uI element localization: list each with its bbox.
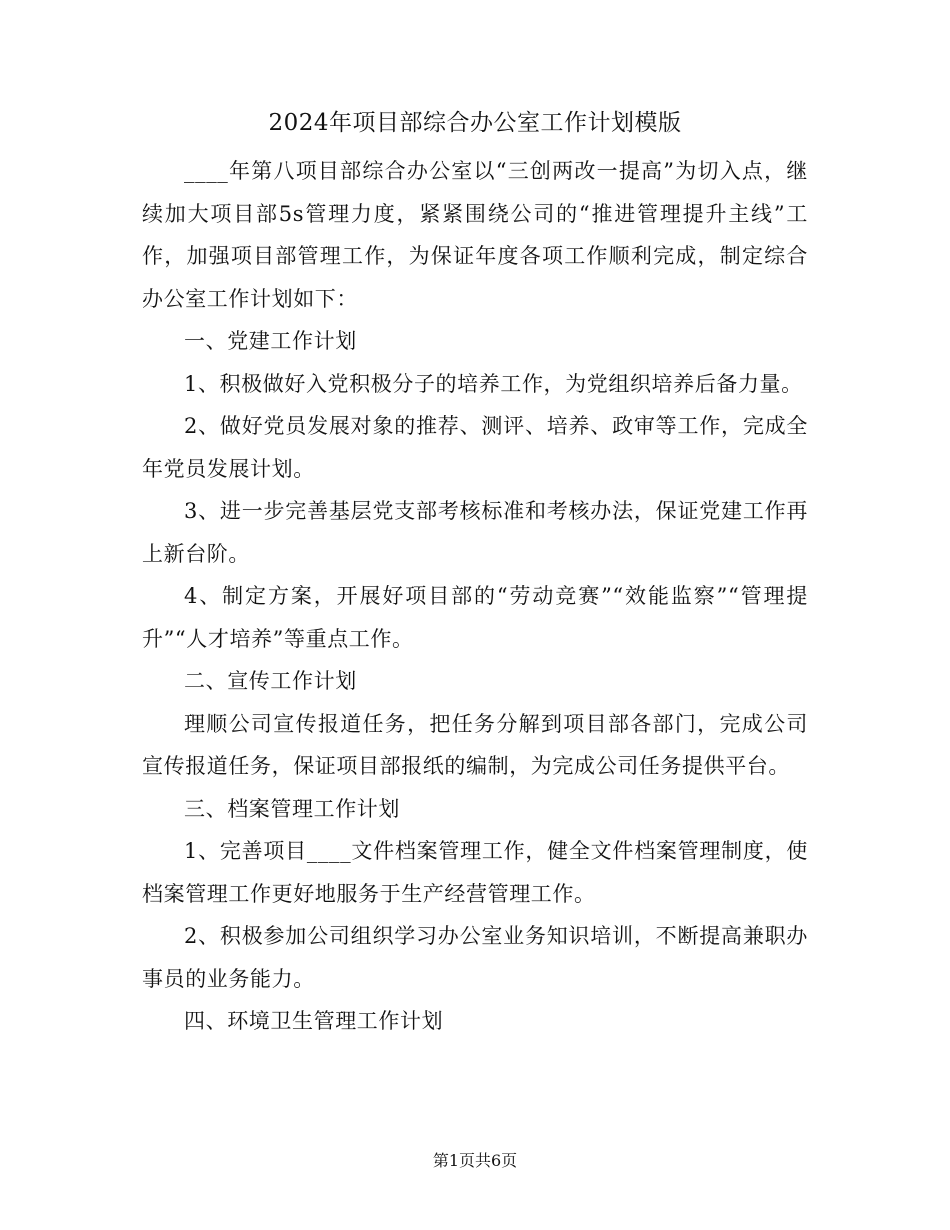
section-heading-environment: 四、环境卫生管理工作计划 <box>184 1009 444 1033</box>
section-heading-party: 一、党建工作计划 <box>184 329 357 353</box>
list-item: 3、进一步完善基层党支部考核标准和考核办法，保证党建工作再上新台阶。 <box>142 499 808 566</box>
document-body <box>142 150 808 1043</box>
body-paragraph: 理顺公司宣传报道任务，把任务分解到项目部各部门，完成公司宣传报道任务，保证项目部报纸的编制，为完成公司任务提供平台。 <box>142 711 808 778</box>
list-item: 4、制定方案，开展好项目部的“劳动竞赛”“效能监察”“管理提升”“人才培养”等重点工作。 <box>142 584 808 651</box>
list-item: 2、积极参加公司组织学习办公室业务知识培训，不断提高兼职办事员的业务能力。 <box>142 924 808 991</box>
list-item: 2、做好党员发展对象的推荐、测评、培养、政审等工作，完成全年党员发展计划。 <box>142 414 808 481</box>
page-number-footer: 第1页共6页 <box>432 1151 518 1170</box>
section-heading-publicity: 二、宣传工作计划 <box>184 669 357 693</box>
document-title: 2024年项目部综合办公室工作计划模版 <box>268 110 682 136</box>
list-item: 1、完善项目____文件档案管理工作，健全文件档案管理制度，使档案管理工作更好地服务于生产经营管理工作。 <box>142 839 808 906</box>
intro-paragraph: ____年第八项目部综合办公室以“三创两改一提高”为切入点，继续加大项目部5s管理力度，紧紧围绕公司的“推进管理提升主线”工作，加强项目部管理工作，为保证年度各项工作顺利完成，制定综合办公室工作计划如下： <box>142 159 808 311</box>
section-heading-archives: 三、档案管理工作计划 <box>184 796 400 821</box>
list-item: 1、积极做好入党积极分子的培养工作，为党组织培养后备力量。 <box>184 371 803 396</box>
